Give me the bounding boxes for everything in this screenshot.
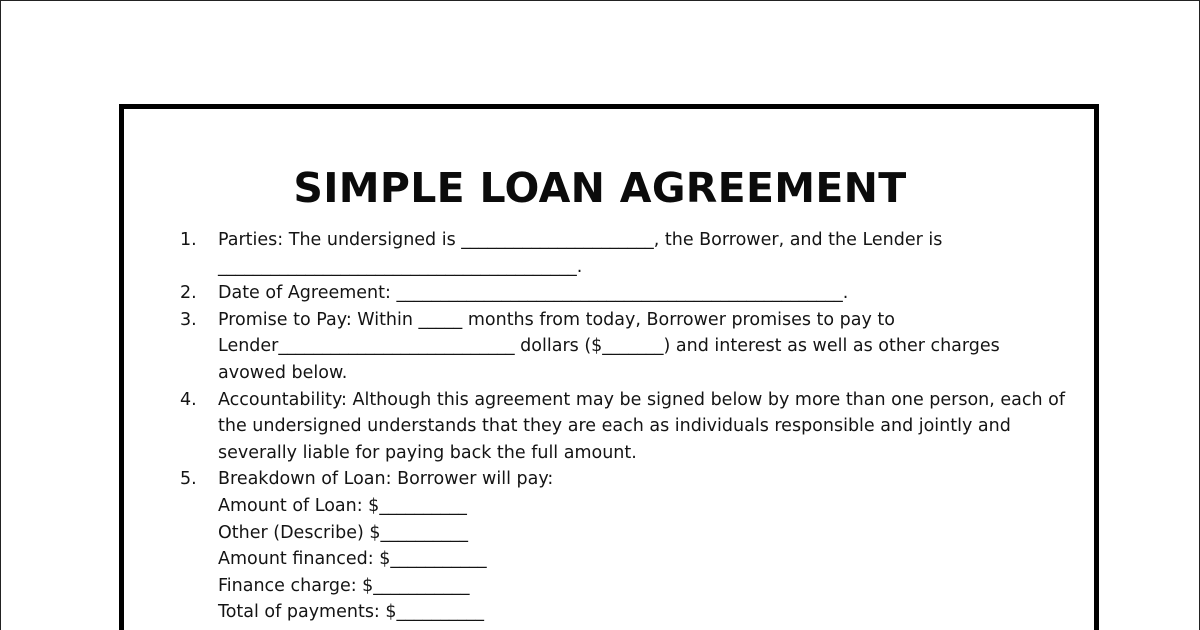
total-of-payments-field: Total of payments: $__________	[218, 602, 485, 623]
amount-financed-field: Amount financed: $___________	[218, 549, 487, 570]
clause-text-line: _________________________________________.	[218, 256, 583, 277]
clause-breakdown-of-loan	[180, 466, 1080, 626]
clause-text-line: Breakdown of Loan: Borrower will pay:	[218, 469, 554, 490]
finance-charge-field: Finance charge: $___________	[218, 575, 470, 596]
clause-text-line: avowed below.	[218, 362, 348, 383]
clause-number: 4.	[180, 389, 197, 410]
other-describe-field: Other (Describe) $__________	[218, 522, 469, 543]
clause-text-line: severally liable for paying back the full amount.	[218, 442, 637, 463]
clause-parties	[180, 227, 1080, 280]
document-title: SIMPLE LOAN AGREEMENT	[293, 164, 907, 212]
clause-text-line: Parties: The undersigned is ______________________, the Borrower, and the Lender is	[218, 230, 943, 250]
clause-number: 3.	[180, 309, 197, 330]
clause-text-line: Date of Agreement: ___________________________________________________.	[218, 283, 849, 304]
clause-accountability	[180, 387, 1080, 467]
amount-of-loan-field: Amount of Loan: $__________	[218, 495, 467, 516]
clause-list	[180, 227, 1080, 626]
clause-number: 5.	[180, 469, 197, 490]
clause-number: 1.	[180, 230, 197, 250]
clause-promise-to-pay	[180, 307, 1080, 387]
clause-date-of-agreement	[180, 280, 1080, 307]
clause-number: 2.	[180, 283, 197, 304]
clause-text-line: the undersigned understands that they are each as individuals responsible and jointly and	[218, 416, 1011, 437]
clause-text-line: Accountability: Although this agreement may be signed below by more than one person, each of	[218, 389, 1066, 410]
clause-text-line: Promise to Pay: Within _____ months from today, Borrower promises to pay to	[218, 309, 895, 330]
clause-text-line: Lender___________________________ dollars ($_______) and interest as well as other charges	[218, 336, 1000, 357]
